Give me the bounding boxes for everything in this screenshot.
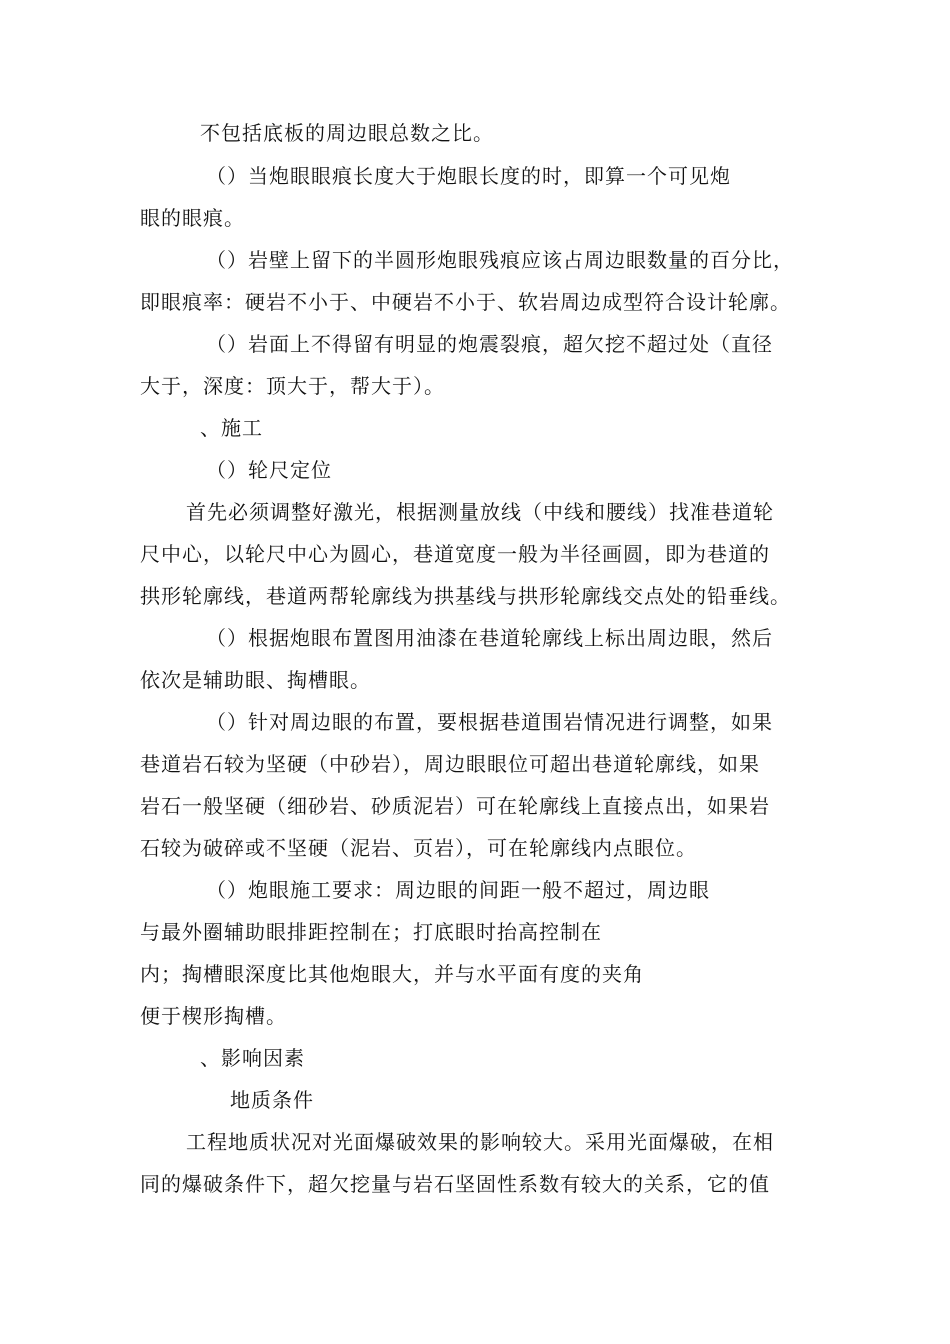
paragraph-line: 岩石一般坚硬（细砂岩、砂质泥岩）可在轮廓线上直接点出，如果岩 bbox=[140, 794, 770, 818]
section-heading: 、施工 bbox=[200, 416, 263, 440]
section-heading: 、影响因素 bbox=[200, 1046, 305, 1070]
paragraph-line: 便于楔形掏槽。 bbox=[140, 1004, 287, 1028]
paragraph-line: 依次是辅助眼、掏槽眼。 bbox=[140, 668, 371, 692]
paragraph-line: （）岩面上不得留有明显的炮震裂痕，超欠挖不超过处（直径 bbox=[206, 332, 773, 356]
paragraph-line: 内；掏槽眼深度比其他炮眼大，并与水平面有度的夹角 bbox=[140, 962, 644, 986]
paragraph-line: （）根据炮眼布置图用油漆在巷道轮廓线上标出周边眼，然后 bbox=[206, 626, 773, 650]
paragraph-line: 与最外圈辅助眼排距控制在；打底眼时抬高控制在 bbox=[140, 920, 602, 944]
subsection-heading: 地质条件 bbox=[230, 1088, 314, 1112]
paragraph-line: 拱形轮廓线，巷道两帮轮廓线为拱基线与拱形轮廓线交点处的铅垂线。 bbox=[140, 584, 791, 608]
subsection-heading: （）轮尺定位 bbox=[206, 458, 332, 482]
paragraph-line: 工程地质状况对光面爆破效果的影响较大。采用光面爆破，在相 bbox=[186, 1130, 774, 1154]
paragraph-line: 眼的眼痕。 bbox=[140, 206, 245, 230]
paragraph-line: 尺中心，以轮尺中心为圆心，巷道宽度一般为半径画圆，即为巷道的 bbox=[140, 542, 770, 566]
paragraph-line: 即眼痕率：硬岩不小于、中硬岩不小于、软岩周边成型符合设计轮廓。 bbox=[140, 290, 791, 314]
paragraph-line: 巷道岩石较为坚硬（中砂岩），周边眼眼位可超出巷道轮廓线，如果 bbox=[140, 752, 760, 776]
paragraph-line: （）炮眼施工要求：周边眼的间距一般不超过，周边眼 bbox=[206, 878, 710, 902]
paragraph-line: （）针对周边眼的布置，要根据巷道围岩情况进行调整，如果 bbox=[206, 710, 773, 734]
paragraph-line: 首先必须调整好激光，根据测量放线（中线和腰线）找准巷道轮 bbox=[186, 500, 774, 524]
paragraph-line: 石较为破碎或不坚硬（泥岩、页岩），可在轮廓线内点眼位。 bbox=[140, 836, 697, 860]
paragraph-line: （）当炮眼眼痕长度大于炮眼长度的时，即算一个可见炮 bbox=[206, 164, 731, 188]
paragraph-line: 不包括底板的周边眼总数之比。 bbox=[200, 121, 494, 145]
paragraph-line: 大于，深度：顶大于，帮大于）。 bbox=[140, 374, 445, 398]
paragraph-line: 同的爆破条件下，超欠挖量与岩石坚固性系数有较大的关系，它的值 bbox=[140, 1172, 770, 1196]
paragraph-line: （）岩壁上留下的半圆形炮眼残痕应该占周边眼数量的百分比， bbox=[206, 248, 794, 272]
